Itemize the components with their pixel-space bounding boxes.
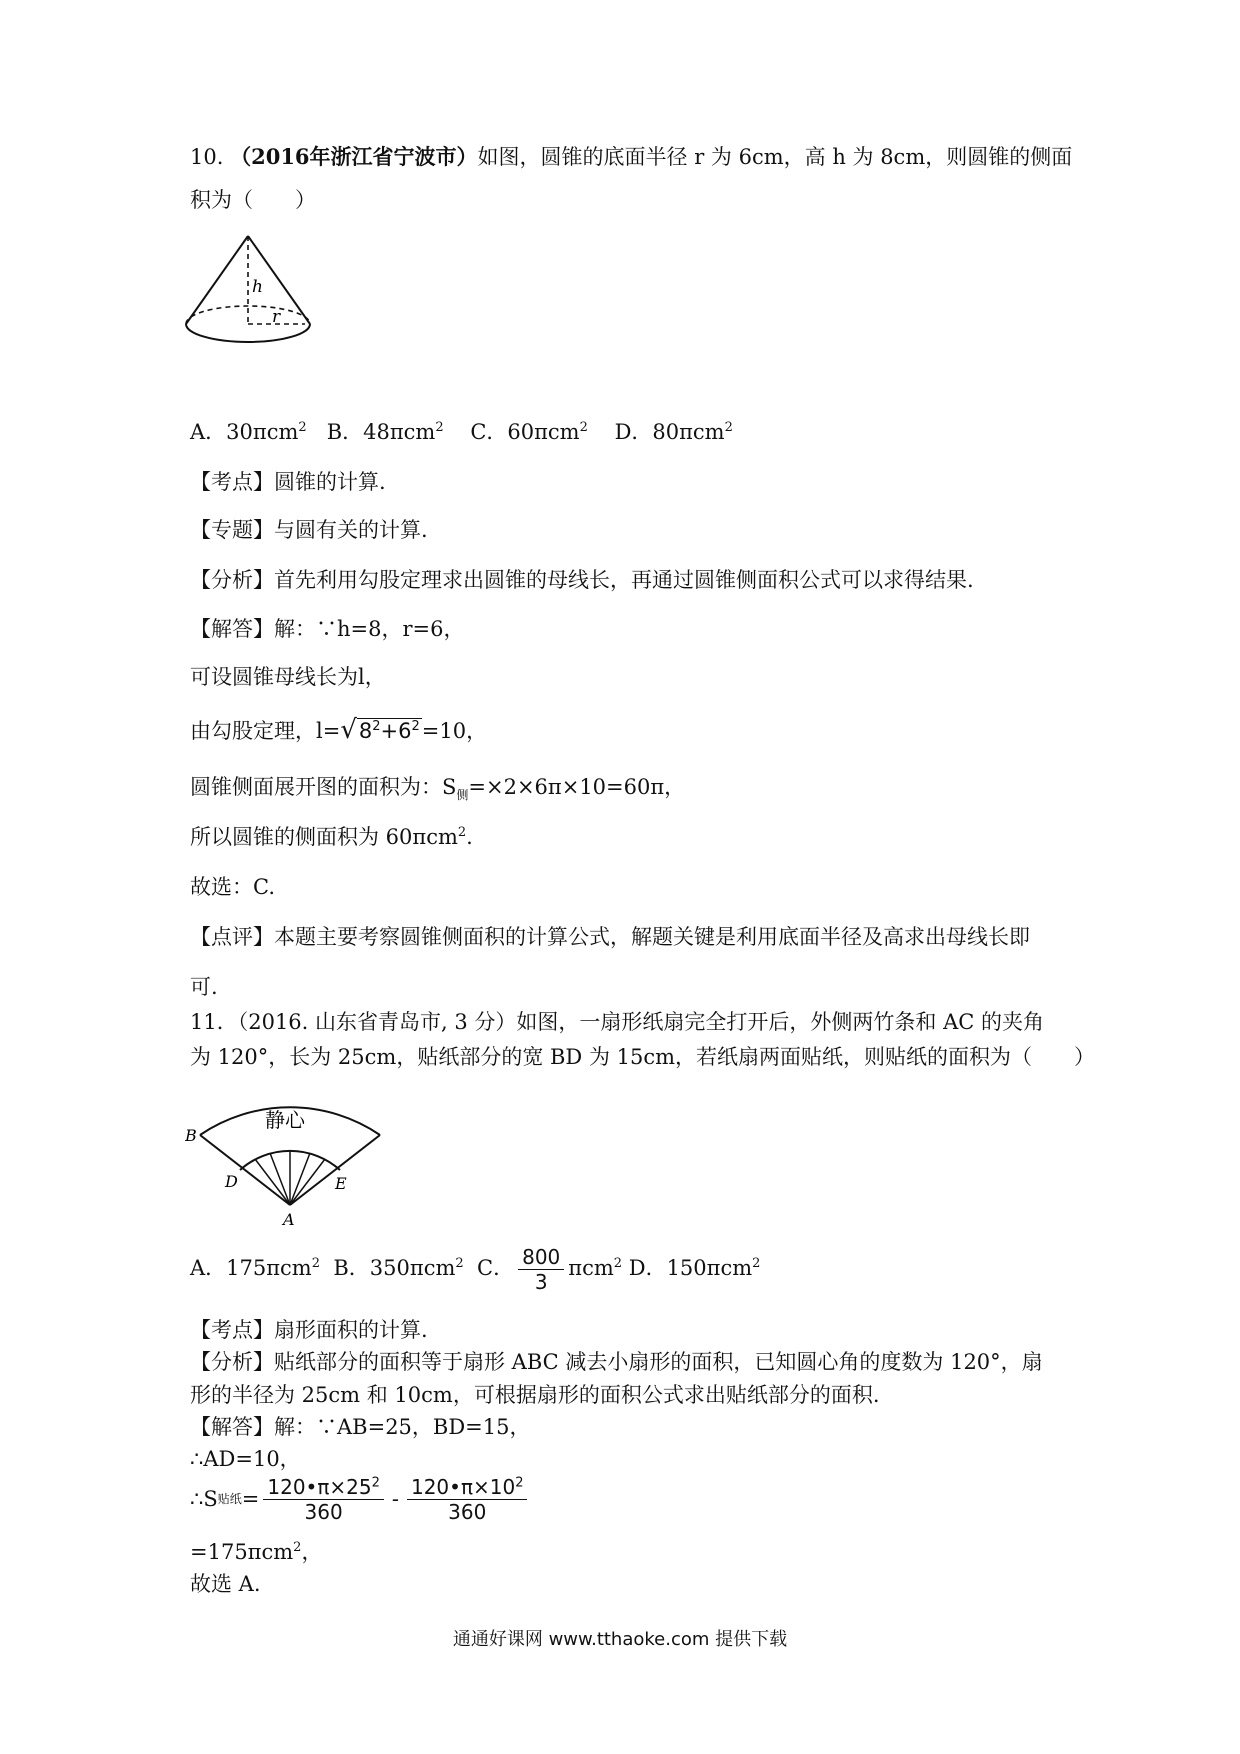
cone-label-h: h <box>252 277 263 297</box>
q10-step2: 由勾股定理，$l=√8^2+6^2=10$， <box>190 715 488 745</box>
q10-line1 <box>190 144 1072 170</box>
q10-jieda: 【解答】解：∵h=8，r=6， <box>190 617 465 641</box>
q11-line2: 为 120°，长为 25cm，贴纸部分的宽 BD 为 15cm，若纸扇两面贴纸，则贴纸的面积为（ ） <box>190 1045 1096 1069</box>
q11-fenxi-2: 形的半径为 25cm 和 10cm，可根据扇形的面积公式求出贴纸部分的面积. <box>190 1383 880 1407</box>
q11-jieda: 【解答】解：∵AB=25，BD=15， <box>190 1415 531 1439</box>
cone-left-edge <box>186 236 248 324</box>
q11-line1: 11．（2016. 山东省青岛市, 3 分）如图，一扇形纸扇完全打开后，外侧两竹条和 AC 的夹角 <box>190 1010 1044 1034</box>
fan-text: 静心 <box>265 1108 305 1132</box>
q10-step4: 所以圆锥的侧面积为 60πcm$^2$. <box>190 825 473 849</box>
q11-option-d: D．150πcm$^2$ <box>628 1256 761 1280</box>
footer-watermark: 通通好课网 www.tthaoke.com 提供下载 <box>452 1629 788 1650</box>
cone-base-front <box>186 324 310 342</box>
q10-step1: 可设圆锥母线长为l， <box>190 665 386 689</box>
q10-option-a: A．30πcm$^2$ <box>190 420 307 444</box>
fan-label-a: A <box>283 1210 295 1229</box>
q10-line2: 积为（ ） <box>190 188 316 212</box>
q10-option-d: D．80πcm$^2$ <box>614 420 733 444</box>
q10-options <box>190 420 733 445</box>
q10-zhuanti: 【专题】与圆有关的计算. <box>190 518 428 542</box>
cone-label-r: r <box>272 307 281 327</box>
q10-option-b: B．48πcm$^2$ <box>326 420 444 444</box>
fraction-1: $\frac{120•\pi\times 25^2}{360}$ <box>263 1475 384 1524</box>
fan-label-b: B <box>185 1126 197 1145</box>
q11-kaodian: 【考点】扇形面积的计算. <box>190 1318 428 1342</box>
fan-label-e: E <box>335 1174 347 1193</box>
q11-options <box>190 1245 760 1294</box>
q10-kaodian: 【考点】圆锥的计算. <box>190 470 386 494</box>
q10-step5: 故选：C. <box>190 875 275 899</box>
q11-step1: ∴AD=10， <box>190 1447 301 1471</box>
cone-figure <box>180 232 340 392</box>
q10-dianping-1: 【点评】本题主要考察圆锥侧面积的计算公式，解题关键是利用底面半径及高求出母线长即 <box>190 925 1030 949</box>
q11-step2: ∴S 贴纸 = $\frac{120•\pi\times 25^2}{360}$ - $\frac{120•\pi\times 10^2}{360}$ <box>190 1475 531 1524</box>
q10-number: 10. <box>190 145 224 169</box>
fraction-2: $\frac{120•\pi\times 10^2}{360}$ <box>407 1475 528 1524</box>
q10-option-c: C．60πcm$^2$ <box>470 420 588 444</box>
q11-option-b: B．350πcm$^2$ <box>333 1256 464 1280</box>
q10-fenxi: 【分析】首先利用勾股定理求出圆锥的母线长，再通过圆锥侧面积公式可以求得结果. <box>190 568 974 592</box>
fan-label-d: D <box>225 1172 238 1191</box>
q11-step3: =175πcm$^2$， <box>190 1540 323 1564</box>
q11-option-a: A．175πcm$^2$ <box>190 1256 321 1280</box>
q11-step4: 故选 A. <box>190 1572 261 1596</box>
q11-option-c: C． $\frac{800}{3}$ πcm$^2$ <box>477 1245 623 1294</box>
q10-dianping-2: 可. <box>190 975 218 999</box>
fan-figure <box>185 1085 385 1235</box>
q11-fenxi-1: 【分析】贴纸部分的面积等于扇形 ABC 减去小扇形的面积，已知圆心角的度数为 120°，扇 <box>190 1350 1043 1374</box>
q10-source: （2016年浙江省宁波市） <box>230 144 478 169</box>
sqrt-sign: √ <box>340 715 357 745</box>
q10-step3: 圆锥侧面展开图的面积为：$S_侧=\times 2\times 6\pi\times 10=60\pi$， <box>190 775 686 803</box>
q10-stem: 如图，圆锥的底面半径 r 为 6cm，高 h 为 8cm，则圆锥的侧面 <box>477 145 1073 169</box>
